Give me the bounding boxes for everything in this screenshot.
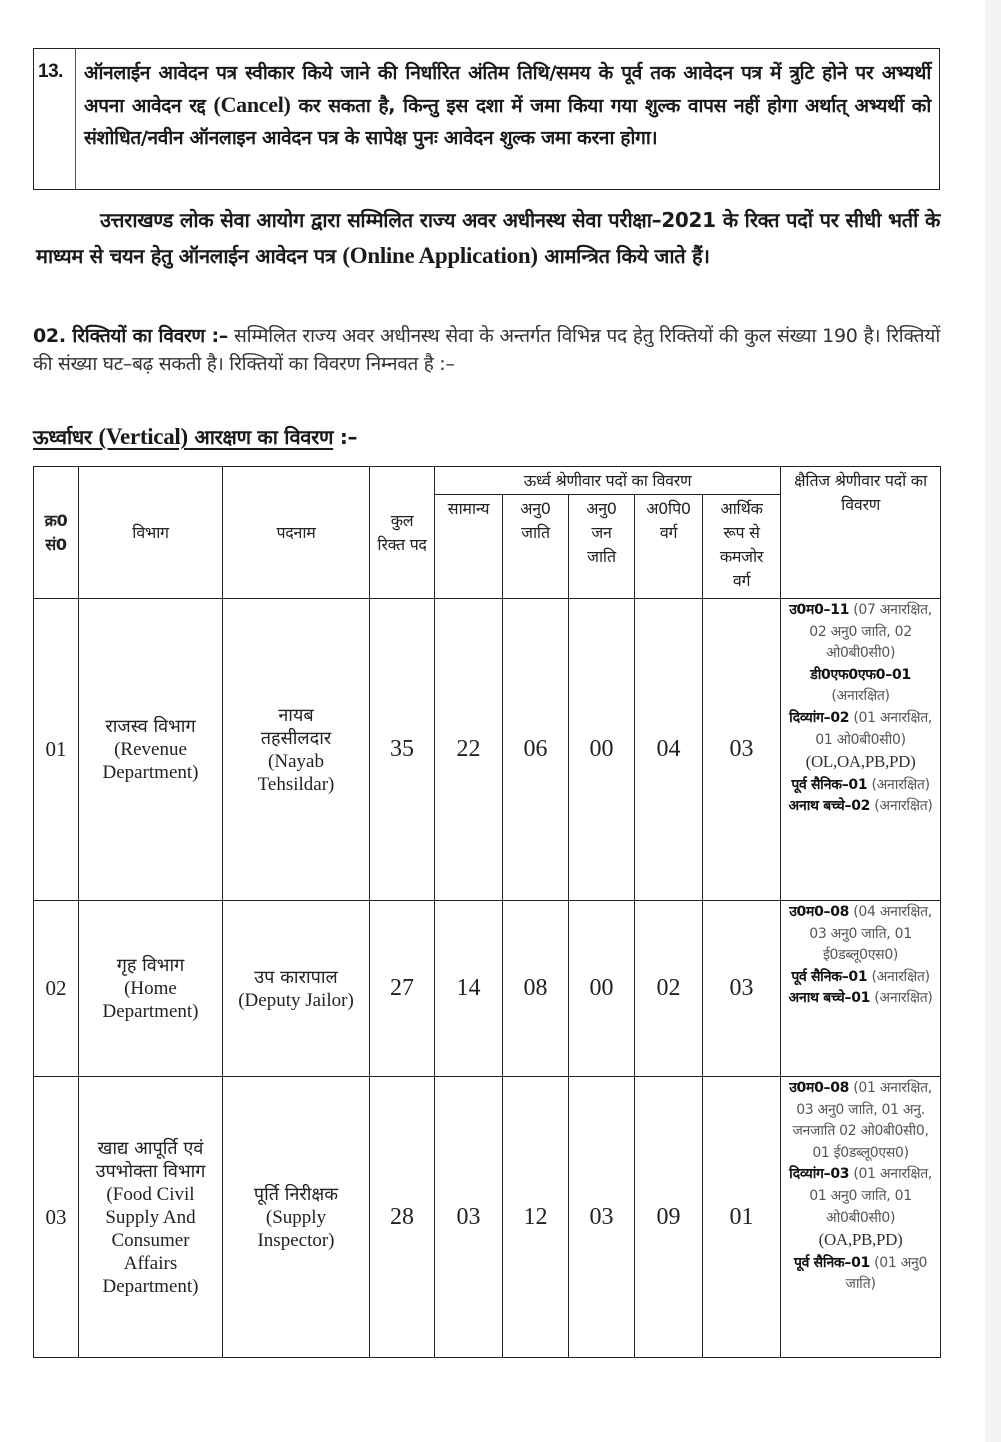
cell-serial: 03	[34, 1077, 79, 1358]
category-label: उ0म0–08	[789, 904, 850, 920]
cell-post	[223, 901, 370, 1077]
cell-department	[79, 599, 223, 901]
header-total: कुल रिक्त पद	[370, 467, 435, 599]
horizontal-item	[784, 902, 937, 967]
horizontal-item	[784, 988, 937, 1010]
cell-st: 03	[569, 1077, 635, 1358]
header-department: विभाग	[79, 467, 223, 599]
horizontal-item	[784, 796, 937, 818]
table-row	[34, 901, 941, 1077]
cell-ews: 01	[703, 1077, 781, 1358]
header-serial: क्र0 सं0	[34, 467, 79, 599]
category-label: अनाथ बच्चे–02	[788, 798, 871, 815]
category-codes: (OA,PB,PD)	[818, 1230, 903, 1250]
category-detail: (अनारक्षित)	[831, 688, 890, 705]
clause-text-english: (Cancel)	[213, 92, 291, 117]
post-hindi: नायब तहसीलदार	[260, 704, 332, 749]
category-label: पूर्व सैनिक–01	[791, 968, 868, 985]
category-detail: (अनारक्षित)	[867, 776, 930, 793]
cell-serial: 01	[34, 599, 79, 901]
header-vertical-group: ऊर्ध्व श्रेणीवार पदों का विवरण	[435, 467, 781, 495]
category-label: डी0एफ0एफ0–01	[810, 666, 911, 683]
category-codes: (OL,OA,PB,PD)	[805, 752, 916, 772]
header-general: सामान्य	[435, 495, 503, 599]
intro-paragraph	[36, 202, 940, 274]
clause-text-part: कर सकता है, किन्तु इस दशा में जमा किया गया शुल्क वापस नहीं होगा अर्थात् अभ्यर्थी को संशोधित/नवीन ऑनलाइन आवेदन पत्र के सापेक्ष पुनः आवेदन शुल्क जमा करना होगा।	[84, 95, 931, 149]
cell-total: 28	[370, 1077, 435, 1358]
clause-number: 13.	[34, 49, 76, 189]
heading-text-english: (Vertical)	[98, 424, 188, 449]
category-detail: (अनारक्षित)	[867, 968, 930, 985]
horizontal-item	[784, 1164, 937, 1252]
post-hindi: पूर्ति निरीक्षक	[253, 1183, 339, 1205]
category-detail: (अनारक्षित)	[870, 798, 933, 815]
intro-text: उत्तराखण्ड लोक सेवा आयोग द्वारा सम्मिलित राज्य अवर अधीनस्थ सेवा परीक्षा–2021 के रिक्त पदों पर सीधी भर्ती के माध्यम से चयन हेतु ऑनलाईन आवेदन पत्र	[36, 208, 940, 268]
table-header-row	[34, 467, 941, 495]
post-hindi: उप कारापाल	[254, 966, 338, 988]
intro-text-english: (Online Application)	[342, 243, 538, 268]
category-label: दिव्यांग–03	[789, 1166, 850, 1183]
cell-sc: 08	[503, 901, 569, 1077]
heading-text: ऊर्ध्वाधर	[33, 425, 99, 449]
vacancy-paragraph	[33, 322, 940, 378]
category-label: पूर्व सैनिक–01	[793, 1254, 870, 1271]
department-hindi: गृह विभाग	[116, 955, 185, 976]
department-english: (Home Department)	[102, 978, 199, 1022]
header-st: अनु0 जन जाति	[569, 495, 635, 599]
cell-post	[223, 599, 370, 901]
header-horizontal: क्षैतिज श्रेणीवार पदों का विवरण	[781, 467, 941, 599]
cell-department	[79, 901, 223, 1077]
header-post: पदनाम	[223, 467, 370, 599]
cell-total: 35	[370, 599, 435, 901]
category-label: दिव्यांग–02	[789, 709, 850, 726]
horizontal-item	[784, 1253, 937, 1296]
page-margin-strip	[985, 0, 1001, 1442]
header-ews: आर्थिक रूप से कमजोर वर्ग	[703, 495, 781, 599]
clause-text-part: ऑनलाईन आवेदन पत्र स्वीकार किये जाने की निर्धारित अंतिम तिथि/समय के पूर्व तक आवेदन पत्र में त्रुटि होने पर अभ्यर्थी अपना आवेदन रद्द	[84, 62, 931, 117]
category-detail: (अनारक्षित)	[870, 990, 933, 1007]
cell-ews: 03	[703, 901, 781, 1077]
cell-horizontal	[781, 1077, 941, 1358]
table-row	[34, 599, 941, 901]
horizontal-item	[784, 665, 937, 708]
header-obc: अ0पि0 वर्ग	[635, 495, 703, 599]
category-label: पूर्व सैनिक–01	[791, 776, 868, 793]
post-english: (Deputy Jailor)	[238, 989, 354, 1011]
intro-text: आमन्त्रित किये जाते हैं।	[537, 244, 710, 268]
department-english: (Revenue Department)	[102, 739, 199, 783]
vacancy-table	[33, 466, 941, 1358]
vacancy-label: 02. रिक्तियों का विवरण :–	[33, 325, 228, 347]
cell-sc: 12	[503, 1077, 569, 1358]
post-english: (Supply Inspector)	[257, 1206, 335, 1251]
department-hindi: राजस्व विभाग	[105, 716, 196, 737]
cell-horizontal	[781, 901, 941, 1077]
vacancy-text: सम्मिलित राज्य अवर अधीनस्थ सेवा के अन्तर्गत विभिन्न पद हेतु रिक्तियों की कुल संख्या 190 है। रिक्तियों की संख्या घट–बढ़ सकती है। रिक्तियों का विवरण निम्नवत है :–	[33, 325, 940, 375]
category-detail: (01 अनारक्षित, 01 ओ0बी0सी0)	[815, 709, 933, 748]
clause-13-box	[33, 48, 940, 190]
department-english: (Food Civil Supply And Consumer Affairs Department)	[102, 1183, 199, 1297]
cell-total: 27	[370, 901, 435, 1077]
cell-ews: 03	[703, 599, 781, 901]
horizontal-item	[784, 600, 937, 665]
cell-st: 00	[569, 901, 635, 1077]
table-row	[34, 1077, 941, 1358]
heading-suffix: :–	[333, 425, 358, 449]
cell-obc: 09	[635, 1077, 703, 1358]
cell-general: 03	[435, 1077, 503, 1358]
horizontal-item	[784, 775, 937, 797]
category-label: अनाथ बच्चे–01	[788, 990, 871, 1007]
cell-horizontal	[781, 599, 941, 901]
cell-general: 22	[435, 599, 503, 901]
category-detail: (01 अनारक्षित, 01 अनु0 जाति, 01 ओ0बी0सी0)	[809, 1166, 933, 1226]
cell-obc: 04	[635, 599, 703, 901]
horizontal-item	[784, 708, 937, 775]
horizontal-item	[784, 1078, 937, 1164]
cell-serial: 02	[34, 901, 79, 1077]
cell-st: 00	[569, 599, 635, 901]
cell-sc: 06	[503, 599, 569, 901]
horizontal-item	[784, 967, 937, 989]
clause-13-text	[76, 49, 939, 189]
header-sc: अनु0 जाति	[503, 495, 569, 599]
vertical-reservation-heading	[33, 422, 357, 452]
category-detail: (01 अनारक्षित, 03 अनु0 जाति, 01 अनु. जनजाति 02 ओ0बी0सी0, 01 ई0डब्लू0एस0)	[792, 1080, 932, 1161]
post-english: (Nayab Tehsildar)	[257, 750, 335, 795]
cell-post	[223, 1077, 370, 1358]
category-detail: (01 अनु0 जाति)	[845, 1254, 928, 1293]
department-hindi: खाद्य आपूर्ति एवं उपभोक्ता विभाग	[95, 1137, 206, 1182]
category-detail: (07 अनारक्षित, 02 अनु0 जाति, 02 ओ0बी0सी0)	[809, 602, 932, 662]
cell-general: 14	[435, 901, 503, 1077]
category-detail: (04 अनारक्षित, 03 अनु0 जाति, 01 ई0डब्लू0एस0)	[809, 904, 932, 964]
heading-text: आरक्षण का विवरण	[187, 425, 334, 449]
cell-obc: 02	[635, 901, 703, 1077]
category-label: उ0म0–08	[789, 1080, 850, 1096]
category-label: उ0म0–11	[789, 602, 850, 618]
cell-department	[79, 1077, 223, 1358]
